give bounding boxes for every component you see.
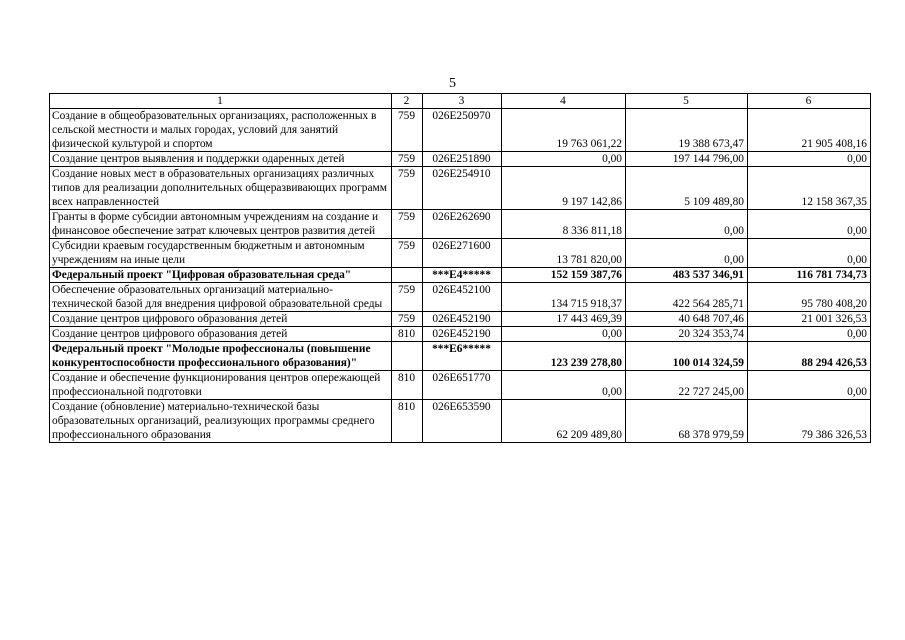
ministry-code-cell: 759 [392,109,423,152]
ministry-code-cell: 810 [392,400,423,443]
amount-col4-cell: 13 781 820,00 [502,239,626,268]
target-code-cell: 026E271600 [423,239,502,268]
ministry-code-cell: 810 [392,371,423,400]
budget-table [49,93,871,443]
amount-col6-cell: 0,00 [748,210,871,239]
amount-col6-cell: 21 001 326,53 [748,312,871,327]
target-code-cell: 026E651770 [423,371,502,400]
ministry-code-cell: 759 [392,283,423,312]
row-name-cell: Создание центров цифрового образования детей [50,327,392,342]
target-code-cell: 026E452190 [423,312,502,327]
amount-col4-cell: 0,00 [502,371,626,400]
amount-col6-cell: 12 158 367,35 [748,167,871,210]
row-name-cell: Создание центров выявления и поддержки одаренных детей [50,152,392,167]
target-code-cell: ***E6***** [423,342,502,371]
amount-col6-cell: 0,00 [748,152,871,167]
target-code-cell: 026E653590 [423,400,502,443]
row-name-cell: Создание новых мест в образовательных организациях различных типов для реализации дополнительных общеразвивающих программ всех направленностей [50,167,392,210]
amount-col5-cell: 0,00 [626,239,748,268]
amount-col5-cell: 19 388 673,47 [626,109,748,152]
target-code-cell: 026E452100 [423,283,502,312]
ministry-code-cell: 759 [392,239,423,268]
amount-col4-cell: 8 336 811,18 [502,210,626,239]
ministry-code-cell: 759 [392,210,423,239]
header-cell-4: 4 [502,94,626,109]
target-code-cell: 026E262690 [423,210,502,239]
row-name-cell: Обеспечение образовательных организаций материально-технической базой для внедрения цифровой образовательной среды [50,283,392,312]
table-row [50,283,871,312]
amount-col5-cell: 40 648 707,46 [626,312,748,327]
amount-col5-cell: 0,00 [626,210,748,239]
amount-col4-cell: 62 209 489,80 [502,400,626,443]
row-name-cell: Создание и обеспечение функционирования центров опережающей профессиональной подготовки [50,371,392,400]
amount-col4-cell: 134 715 918,37 [502,283,626,312]
ministry-code-cell: 759 [392,167,423,210]
amount-col5-cell: 483 537 346,91 [626,268,748,283]
amount-col5-cell: 22 727 245,00 [626,371,748,400]
amount-col5-cell: 422 564 285,71 [626,283,748,312]
header-cell-3: 3 [423,94,502,109]
table-row [50,312,871,327]
table-row [50,167,871,210]
amount-col6-cell: 79 386 326,53 [748,400,871,443]
target-code-cell: 026E251890 [423,152,502,167]
header-cell-2: 2 [392,94,423,109]
amount-col6-cell: 0,00 [748,327,871,342]
header-cell-5: 5 [626,94,748,109]
row-name-cell: Создание центров цифрового образования детей [50,312,392,327]
ministry-code-cell [392,342,423,371]
table-row [50,239,871,268]
amount-col4-cell: 0,00 [502,327,626,342]
row-name-cell: Федеральный проект "Цифровая образовательная среда" [50,268,392,283]
page-number: 5 [449,76,456,91]
project-total-row [50,342,871,371]
header-cell-1: 1 [50,94,392,109]
amount-col6-cell: 88 294 426,53 [748,342,871,371]
amount-col6-cell: 0,00 [748,371,871,400]
table-row [50,327,871,342]
target-code-cell: 026E452190 [423,327,502,342]
table-row [50,210,871,239]
amount-col4-cell: 17 443 469,39 [502,312,626,327]
amount-col4-cell: 152 159 387,76 [502,268,626,283]
amount-col4-cell: 123 239 278,80 [502,342,626,371]
row-name-cell: Субсидии краевым государственным бюджетным и автономным учреждениям на иные цели [50,239,392,268]
ministry-code-cell [392,268,423,283]
amount-col6-cell: 0,00 [748,239,871,268]
project-total-row [50,268,871,283]
ministry-code-cell: 759 [392,312,423,327]
amount-col5-cell: 5 109 489,80 [626,167,748,210]
amount-col5-cell: 100 014 324,59 [626,342,748,371]
ministry-code-cell: 810 [392,327,423,342]
amount-col6-cell: 21 905 408,16 [748,109,871,152]
row-name-cell: Создание (обновление) материально-технической базы образовательных организаций, реализующих программы среднего профессионального образования [50,400,392,443]
header-cell-6: 6 [748,94,871,109]
target-code-cell: ***E4***** [423,268,502,283]
amount-col4-cell: 9 197 142,86 [502,167,626,210]
target-code-cell: 026E250970 [423,109,502,152]
amount-col6-cell: 95 780 408,20 [748,283,871,312]
ministry-code-cell: 759 [392,152,423,167]
table-row [50,400,871,443]
row-name-cell: Федеральный проект "Молодые профессионалы (повышение конкурентоспособности профессионального образования)" [50,342,392,371]
table-row [50,109,871,152]
amount-col4-cell: 0,00 [502,152,626,167]
row-name-cell: Создание в общеобразовательных организациях, расположенных в сельской местности и малых городах, условий для занятий физической культурой и спортом [50,109,392,152]
row-name-cell: Гранты в форме субсидии автономным учреждениям на создание и финансовое обеспечение затрат ключевых центров развития детей [50,210,392,239]
amount-col4-cell: 19 763 061,22 [502,109,626,152]
amount-col5-cell: 197 144 796,00 [626,152,748,167]
amount-col5-cell: 68 378 979,59 [626,400,748,443]
amount-col6-cell: 116 781 734,73 [748,268,871,283]
amount-col5-cell: 20 324 353,74 [626,327,748,342]
target-code-cell: 026E254910 [423,167,502,210]
header-row [50,94,871,109]
table-row [50,371,871,400]
table-row [50,152,871,167]
